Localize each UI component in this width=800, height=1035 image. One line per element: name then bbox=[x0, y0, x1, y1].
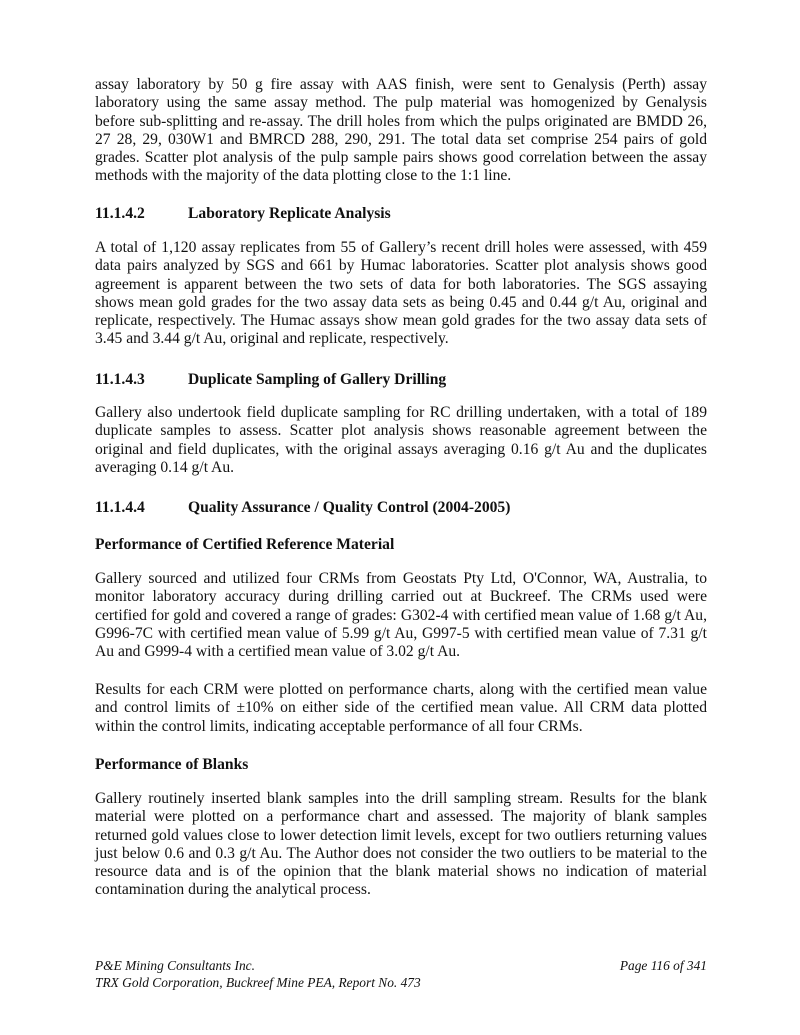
subheading-crm bbox=[95, 536, 707, 554]
paragraph-text: A total of 1,120 assay replicates from 55 of Gallery’s recent drill holes were assessed, with 459 data pairs analyzed by SGS and 661 by Humac laboratories. Scatter plot analysis shows good agreement is apparent between the two sets of data for both laboratories. The SGS assaying shows mean gold grades for the two assay data sets as being 0.45 and 0.44 g/t Au, original and replicate, respectively. The Humac assays show mean gold grades for the two assay data sets of 3.45 and 3.44 g/t Au, original and replicate, respectively. bbox=[95, 239, 707, 348]
paragraph-text: Gallery also undertook field duplicate sampling for RC drilling undertaken, with a total of 189 duplicate samples to assess. Scatter plot analysis shows reasonable agreement between the original and field duplicates, with the original assays averaging 0.16 g/t Au and the duplicates averaging 0.14 g/t Au. bbox=[95, 404, 707, 476]
paragraph-blanks bbox=[95, 790, 707, 900]
section-title: Quality Assurance / Quality Control (2004-2005) bbox=[188, 499, 511, 516]
subheading-text: Performance of Certified Reference Material bbox=[95, 536, 395, 553]
subheading-text: Performance of Blanks bbox=[95, 756, 249, 773]
footer-page-number: Page 116 of 341 bbox=[619, 958, 707, 973]
footer-report-title: TRX Gold Corporation, Buckreef Mine PEA, Report No. 473 bbox=[95, 975, 421, 990]
paragraph-text: assay laboratory by 50 g fire assay with AAS finish, were sent to Genalysis (Perth) assay laboratory using the same assay method. The pulp material was homogenized by Genalysis before sub-splitting and re-assay. The drill holes from which the pulps originated are BMDD 26, 27 28, 29, 030W1 and BMRCD 288, 290, 291. The total data set comprise 254 pairs of gold grades. Scatter plot analysis of the pulp sample pairs shows good correlation between the assay methods with the majority of the data plotting close to the 1:1 line. bbox=[95, 76, 707, 185]
paragraph-crm-sources bbox=[95, 570, 707, 661]
section-number: 11.1.4.4 bbox=[95, 499, 145, 516]
page-footer bbox=[95, 957, 707, 991]
paragraph-crm-results bbox=[95, 681, 707, 736]
section-heading-11-1-4-4 bbox=[95, 499, 707, 517]
paragraph-text: Gallery routinely inserted blank samples into the drill sampling stream. Results for the blank material were plotted on a performance chart and assessed. The majority of blank samples returned gold values close to lower detection limit levels, except for two outliers returning values just below 0.6 and 0.3 g/t Au. The Author does not consider the two outliers to be material to the resource data and is of the opinion that the blank material shows no indication of material contamination during the analytical process. bbox=[95, 790, 707, 899]
paragraph-lab-replicate bbox=[95, 239, 707, 349]
section-heading-11-1-4-3 bbox=[95, 371, 707, 389]
section-number: 11.1.4.3 bbox=[95, 371, 145, 388]
section-title: Laboratory Replicate Analysis bbox=[188, 205, 391, 222]
footer-company: P&E Mining Consultants Inc. bbox=[95, 958, 255, 973]
paragraph-text: Results for each CRM were plotted on performance charts, along with the certified mean value and control limits of ±10% on either side of the certified mean value. All CRM data plotted within the control limits, indicating acceptable performance of all four CRMs. bbox=[95, 681, 707, 735]
section-heading-11-1-4-2 bbox=[95, 205, 707, 223]
subheading-blanks bbox=[95, 756, 707, 774]
section-number: 11.1.4.2 bbox=[95, 205, 145, 222]
section-title: Duplicate Sampling of Gallery Drilling bbox=[188, 371, 447, 388]
paragraph-pulp-reassay bbox=[95, 76, 707, 186]
paragraph-text: Gallery sourced and utilized four CRMs from Geostats Pty Ltd, O'Connor, WA, Australia, to monitor laboratory accuracy during drilling carried out at Buckreef. The CRMs used were certified for gold and covered a range of grades: G302-4 with certified mean value of 1.68 g/t Au, G996-7C with certified mean value of 5.99 g/t Au, G997-5 with certified mean value of 7.31 g/t Au and G999-4 with a certified mean value of 3.02 g/t Au. bbox=[95, 570, 707, 661]
paragraph-duplicate-sampling bbox=[95, 404, 707, 477]
